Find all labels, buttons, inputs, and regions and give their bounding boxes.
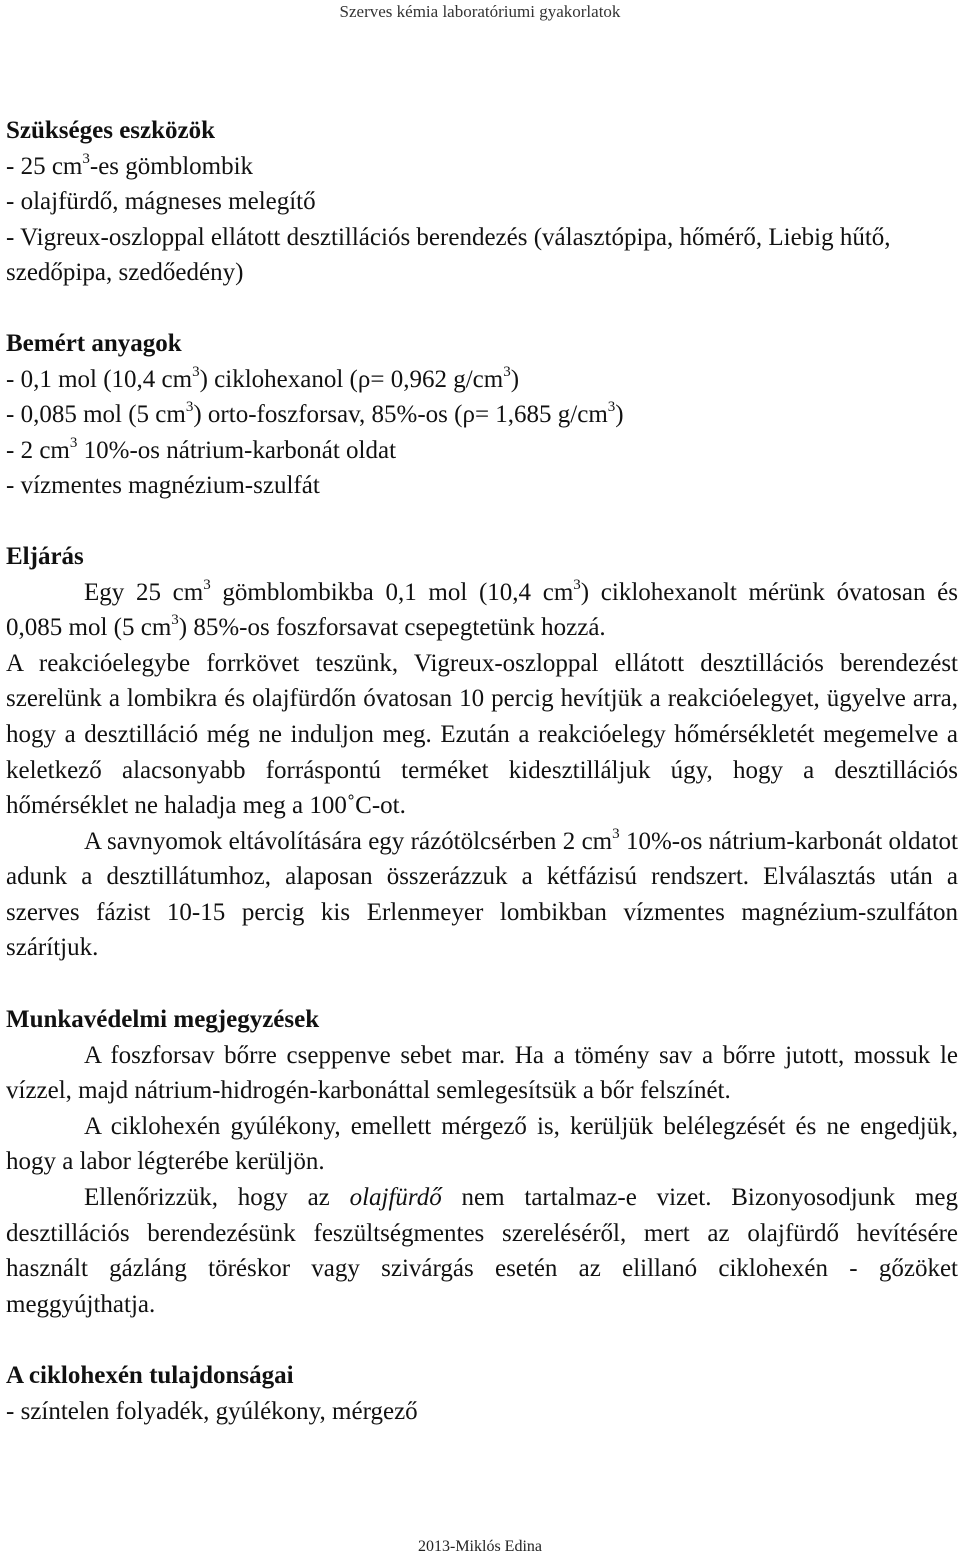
materials-heading: Bemért anyagok — [6, 329, 182, 357]
equipment-heading: Szükséges eszközök — [6, 117, 216, 144]
safety-paragraph-2: A ciklohexén gyúlékony, emellett mérgező is, kerüljük belélegzését és ne engedjük, hogy a labor légterébe kerüljön. — [6, 1112, 958, 1176]
page-header: Szerves kémia laboratóriumi gyakorlatok — [339, 2, 621, 21]
procedure-paragraph-3: A savnyomok eltávolítására egy rázótölcsérben 2 $cm^3$ 10%-os nátrium-karbonát oldatot adunk a desztillátumhoz, alaposan összerázzuk a kétfázisú rendszert. Elválasztás után a szerves fázist 10-15 percig kis Erlenmeyer lombikban vízmentes magnézium-szulfáton szárítjuk. — [6, 825, 958, 962]
document-body — [6, 113, 958, 1430]
equipment-item-2: - olajfürdő, mágneses melegítő — [6, 188, 316, 216]
safety-paragraph-3: Ellenőrizzük, hogy az olajfürdő nem tartalmaz-e vizet. Bizonyosodjunk meg desztillációs berendezésünk feszültségmentes szereléséről, mert az olajfürdő hevítésére használt gázláng töréskor vagy szivárgás esetén az elillanó ciklohexén - gőzöket meggyújthatja. — [6, 1184, 958, 1318]
equipment-item-3: - Vigreux-oszloppal ellátott desztillációs berendezés (választópipa, hőmérő, Liebig hűtő, szedőpipa, szedőedény) — [6, 223, 891, 287]
procedure-paragraph-2: A reakcióelegybe forrkövet teszünk, Vigreux-oszloppal ellátott desztillációs berendezést szerelünk a lombikra és olajfürdőn óvatosan 10 percig hevítjük a reakcióelegyet, ügyelve arra, hogy a desztilláció még ne induljon meg. Ezután a reakcióelegy hőmérsékletét megemelve a keletkező alacsonyabb forráspontú terméket kidesztilláljuk úgy, hogy a desztillációs hőmérséklet ne haladja meg a 100˚C-ot. — [6, 649, 958, 820]
procedure-paragraph-1: Egy 25 $cm^3$ gömblombikba 0,1 mol (10,4 $cm^3$) ciklohexanolt mérünk óvatosan és 0,085 mol (5 $cm^3$) 85%-os foszforsavat csepegtetünk hozzá. — [6, 576, 958, 642]
materials-item-4: - vízmentes magnézium-szulfát — [6, 472, 320, 500]
safety-paragraph-1: A foszforsav bőrre cseppenve sebet mar. Ha a tömény sav a bőrre jutott, mossuk le vízzel, majd nátrium-hidrogén-karbonáttal semlegesítsük a bőr felszínét. — [6, 1041, 958, 1105]
page-footer: 2013-Miklós Edina — [418, 1538, 542, 1555]
safety-heading: Munkavédelmi megjegyzések — [6, 1006, 320, 1034]
procedure-heading: Eljárás — [6, 542, 84, 570]
materials-item-3: - 2 $cm^3$ 10%-os nátrium-karbonát oldat — [6, 434, 397, 464]
properties-heading: A ciklohexén tulajdonságai — [6, 1362, 294, 1390]
oil-bath-term: olajfürdő — [349, 1184, 442, 1212]
materials-item-2: - 0,085 mol (5 $cm^3$) orto-foszforsav, 85%-os (ρ= 1,685 $g/cm^3$) — [6, 399, 624, 429]
materials-item-1: - 0,1 mol (10,4 $cm^3$) ciklohexanol (ρ= 0,962 $g/cm^3$) — [6, 363, 520, 393]
properties-item-1: - színtelen folyadék, gyúlékony, mérgező — [6, 1398, 418, 1425]
equipment-item-1: - 25 $cm^3-es$ gömblombik — [6, 150, 254, 180]
